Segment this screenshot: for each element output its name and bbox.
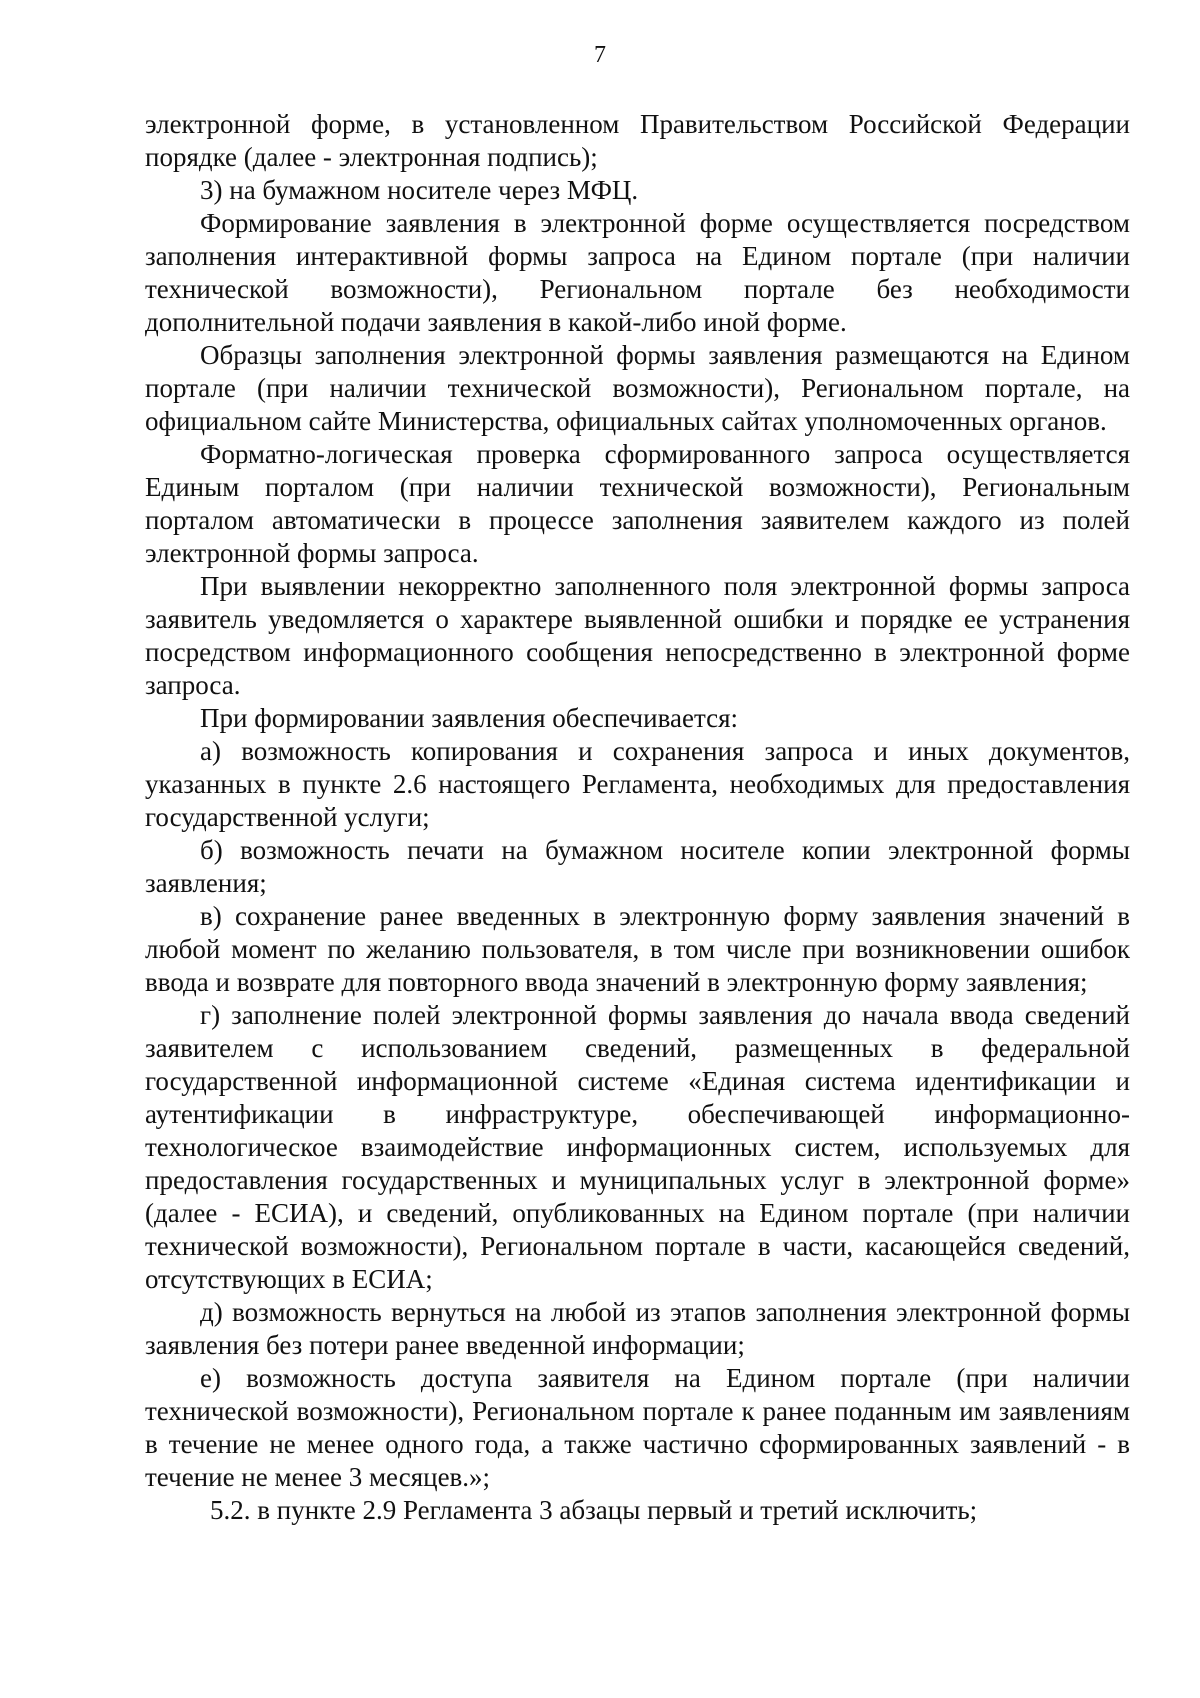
list-item-e: е) возможность доступа заявителя на Едином портале (при наличии технической возможности), Региональном портале к ранее поданным им заявлениям в течение не менее одного года, а также частично сформированных заявлений - в течение не менее 3 месяцев.»; <box>145 1363 1130 1492</box>
paragraph-format-check: Форматно-логическая проверка сформированного запроса осуществляется Единым порталом (при наличии технической возможности), Региональным порталом автоматически в процессе заполнения заявителем каждого из полей электронной формы запроса. <box>145 439 1130 568</box>
paragraph-form-samples: Образцы заполнения электронной формы заявления размещаются на Едином портале (при наличии технической возможности), Региональном портале, на официальном сайте Министерства, официальных сайтах уполномоченных органов. <box>145 340 1130 436</box>
page-number: 7 <box>594 42 606 68</box>
paragraph-paper-mfc: 3) на бумажном носителе через МФЦ. <box>200 175 639 205</box>
list-item-d: д) возможность вернуться на любой из этапов заполнения электронной формы заявления без потери ранее введенной информации; <box>145 1297 1130 1360</box>
paragraph-form-creation: Формирование заявления в электронной форме осуществляется посредством заполнения интерактивной формы запроса на Едином портале (при наличии технической возможности), Региональном портале без необходимости дополнительной подачи заявления в какой-либо иной форме. <box>145 208 1130 337</box>
paragraph-amendment-5-2: 5.2. в пункте 2.9 Регламента 3 абзацы первый и третий исключить; <box>210 1495 978 1525</box>
paragraph-error-detection: При выявлении некорректно заполненного поля электронной формы запроса заявитель уведомляется о характере выявленной ошибки и порядке ее устранения посредством информационного сообщения непосредственно в электронной форме запроса. <box>145 571 1130 700</box>
document-body <box>145 108 1130 1527</box>
list-item-b: б) возможность печати на бумажном носителе копии электронной формы заявления; <box>145 835 1130 898</box>
paragraph-provision-intro: При формировании заявления обеспечивается: <box>200 703 738 733</box>
list-item-a: а) возможность копирования и сохранения запроса и иных документов, указанных в пункте 2.6 настоящего Регламента, необходимых для предоставления государственной услуги; <box>145 736 1130 832</box>
list-item-v: в) сохранение ранее введенных в электронную форму заявления значений в любой момент по желанию пользователя, в том числе при возникновении ошибок ввода и возврате для повторного ввода значений в электронную форму заявления; <box>145 901 1130 997</box>
paragraph-electronic-signature: электронной форме, в установленном Правительством Российской Федерации порядке (далее - электронная подпись); <box>145 109 1130 172</box>
list-item-g: г) заполнение полей электронной формы заявления до начала ввода сведений заявителем с использованием сведений, размещенных в федеральной государственной информационной системе «Единая система идентификации и аутентификации в инфраструктуре, обеспечивающей информационно-технологическое взаимодействие информационных систем, используемых для предоставления государственных и муниципальных услуг в электронной форме» (далее - ЕСИА), и сведений, опубликованных на Едином портале (при наличии технической возможности), Региональном портале в части, касающейся сведений, отсутствующих в ЕСИА; <box>145 1000 1130 1294</box>
